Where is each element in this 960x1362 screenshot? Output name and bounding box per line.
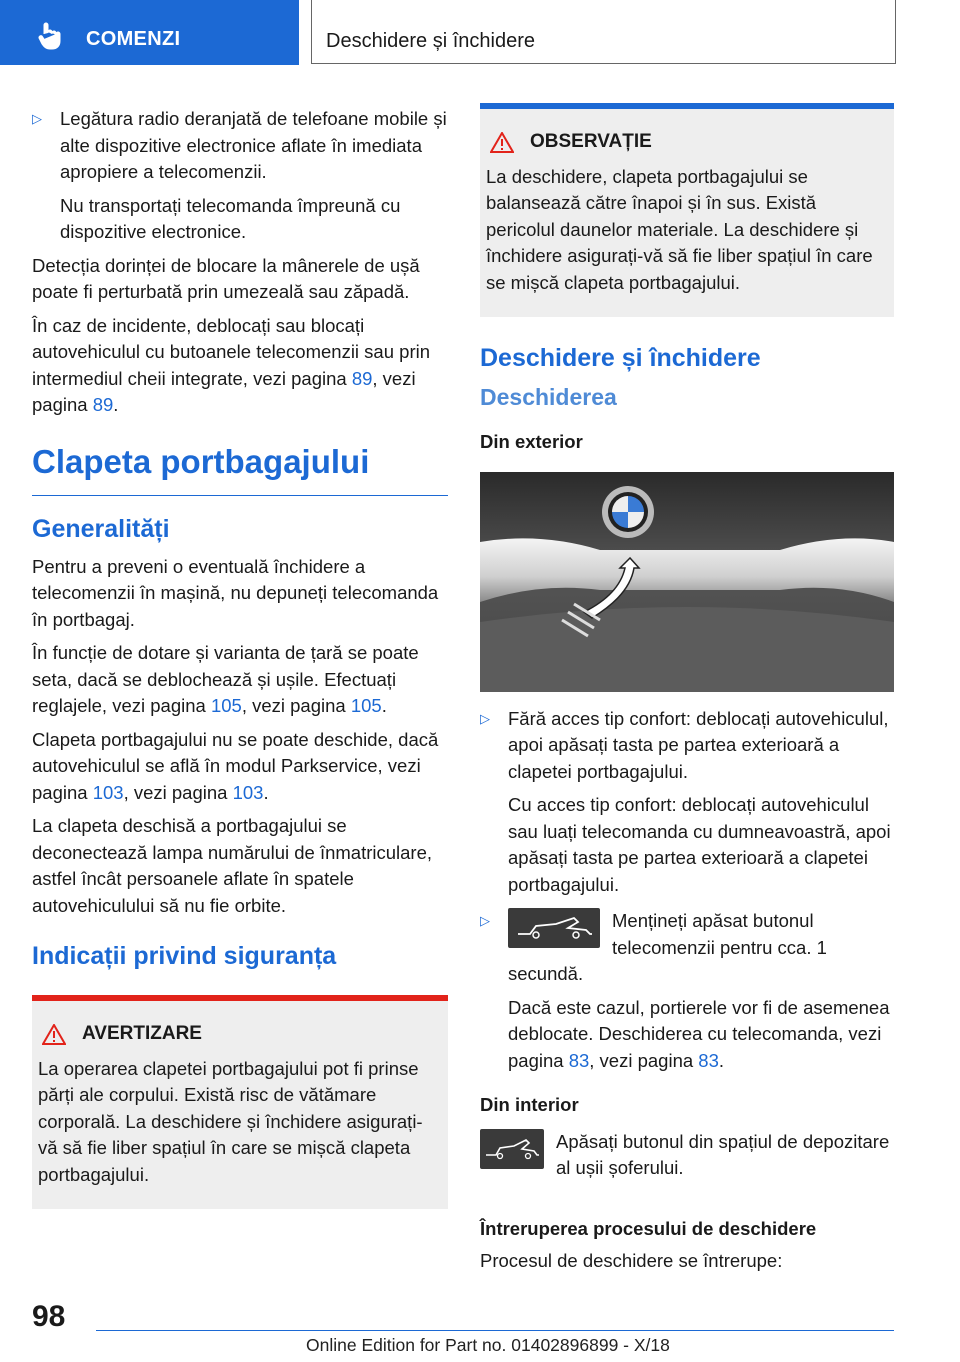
page-link[interactable]: 89 <box>92 394 114 415</box>
page-link[interactable]: 105 <box>350 695 382 716</box>
paragraph: Pentru a preveni o eventuală închidere a telecomenzii în mașină, nu depuneți telecomanda în portbagaj. <box>32 555 439 630</box>
bullet-triangle-icon: ▷ <box>32 111 42 126</box>
bullet-text: Cu acces tip confort: deblocați autovehiculul sau luați telecomanda cu dumneavoastră, apoi apăsați tasta pe partea exterioară a clapetei portbagajului. <box>508 794 891 895</box>
paragraph: Detecția dorinței de blocare la mânerele de ușă poate fi perturbată prin umezeală sau zăpadă. <box>32 254 420 302</box>
page-number: 98 <box>32 1300 66 1333</box>
warning-triangle-icon <box>490 132 514 153</box>
chapter-title: COMENZI <box>86 28 181 50</box>
paragraph: La clapeta deschisă a portbagajului se deconectează lampa numărului de înmatriculare, astfel încât persoanele aflate în spatele autovehiculului să nu fie orbite. <box>32 815 433 916</box>
section-heading: Generalități <box>32 514 170 543</box>
bullet-text: Nu transportați telecomanda împreună cu dispozitive electronice. <box>60 194 401 242</box>
warning-title: AVERTIZARE <box>38 1021 442 1048</box>
paragraph: Procesul de deschidere se întrerupe: <box>480 1250 783 1271</box>
list-item <box>480 908 894 1074</box>
section-heading: Indicații privind siguranța <box>32 942 337 970</box>
section-header <box>311 0 896 64</box>
paragraph: În caz de incidente, deblocați sau blocați autovehiculul cu butoanele telecomenzii sau prin intermediul cheii integrate, vezi pagina 89, vezi pagina 89. <box>32 314 431 415</box>
subsection-heading: Deschiderea <box>480 384 617 410</box>
hand-touch-icon <box>38 22 64 50</box>
trunk-button-photo <box>480 472 894 692</box>
bullet-triangle-icon: ▷ <box>480 710 490 726</box>
chapter-heading: Clapeta portbagajului <box>32 443 448 496</box>
car-trunk-open-icon <box>480 1129 544 1169</box>
page-link[interactable]: 83 <box>568 1049 590 1071</box>
list-item <box>480 706 894 899</box>
note-title: OBSERVAȚIE <box>486 129 888 156</box>
section-heading: Deschidere și închidere <box>480 344 761 372</box>
subheading: Din exterior <box>480 431 583 452</box>
page-link[interactable]: 103 <box>92 781 124 803</box>
note-text: La deschidere, clapeta portbagajului se balansează către înapoi și în sus. Există pericolul daunelor materiale. La deschidere și închidere asigurați-vă să fie liber spațiul în care se mișcă clapeta portbagajului. <box>486 165 873 293</box>
warning-triangle-icon <box>42 1024 66 1045</box>
paragraph: Apăsați butonul din spațiul de depozitare al ușii șoferului. <box>556 1130 890 1178</box>
interior-instruction <box>480 1129 894 1182</box>
footer-divider <box>96 1330 894 1331</box>
note-box <box>480 103 894 317</box>
chapter-tab[interactable] <box>0 0 299 65</box>
paragraph: Clapeta portbagajului nu se poate deschide, dacă autovehiculul se află în modul Parkservice, vezi pagina 103, vezi pagina 103. <box>32 728 439 803</box>
bullet-text: Mențineți apăsat butonul telecomenzii pentru cca. 1 secundă. <box>508 910 827 984</box>
bullet-text: Dacă este cazul, portierele vor fi de asemenea deblocate. Deschiderea cu telecomanda, vezi pagina 83, vezi pagina 83. <box>508 996 890 1071</box>
subheading: Din interior <box>480 1094 579 1115</box>
page-link[interactable]: 103 <box>232 781 264 803</box>
warning-text: La operarea clapetei portbagajului pot fi prinse părți ale corpului. Există risc de vătămare corporală. La deschidere și închidere asigurați-vă să fie liber spațiul în care se mișcă clapeta portbagajului. <box>38 1057 423 1185</box>
subheading: Întreruperea procesului de deschidere <box>480 1217 817 1239</box>
warning-box <box>32 995 448 1209</box>
page-link[interactable]: 83 <box>698 1049 719 1071</box>
list-item <box>32 106 448 246</box>
bullet-triangle-icon: ▷ <box>480 913 490 928</box>
page-link[interactable]: 105 <box>210 695 242 716</box>
right-column <box>480 103 894 1282</box>
door-trunk-button-image <box>480 1129 544 1169</box>
car-trunk-open-icon <box>508 908 600 948</box>
paragraph: În funcție de dotare și varianta de țară se poate seta, dacă se deblochează și ușile. Efectuați reglajele, vezi pagina 105, vezi pagina 105. <box>32 642 419 716</box>
left-column <box>32 106 448 1209</box>
edition-note: Online Edition for Part no. 01402896899 - X/18 <box>306 1335 670 1355</box>
bullet-text: Fără acces tip confort: deblocați autovehiculul, apoi apăsați tasta pe partea exterioară a clapetei portbagajului. <box>508 707 889 782</box>
page-link[interactable]: 89 <box>351 367 373 389</box>
remote-trunk-button-image <box>508 908 600 948</box>
bullet-text: Legătura radio deranjată de telefoane mobile și alte dispozitive electronice aflate în imediata apropiere a telecomenzii. <box>60 108 447 182</box>
section-title: Deschidere și închidere <box>326 30 535 52</box>
